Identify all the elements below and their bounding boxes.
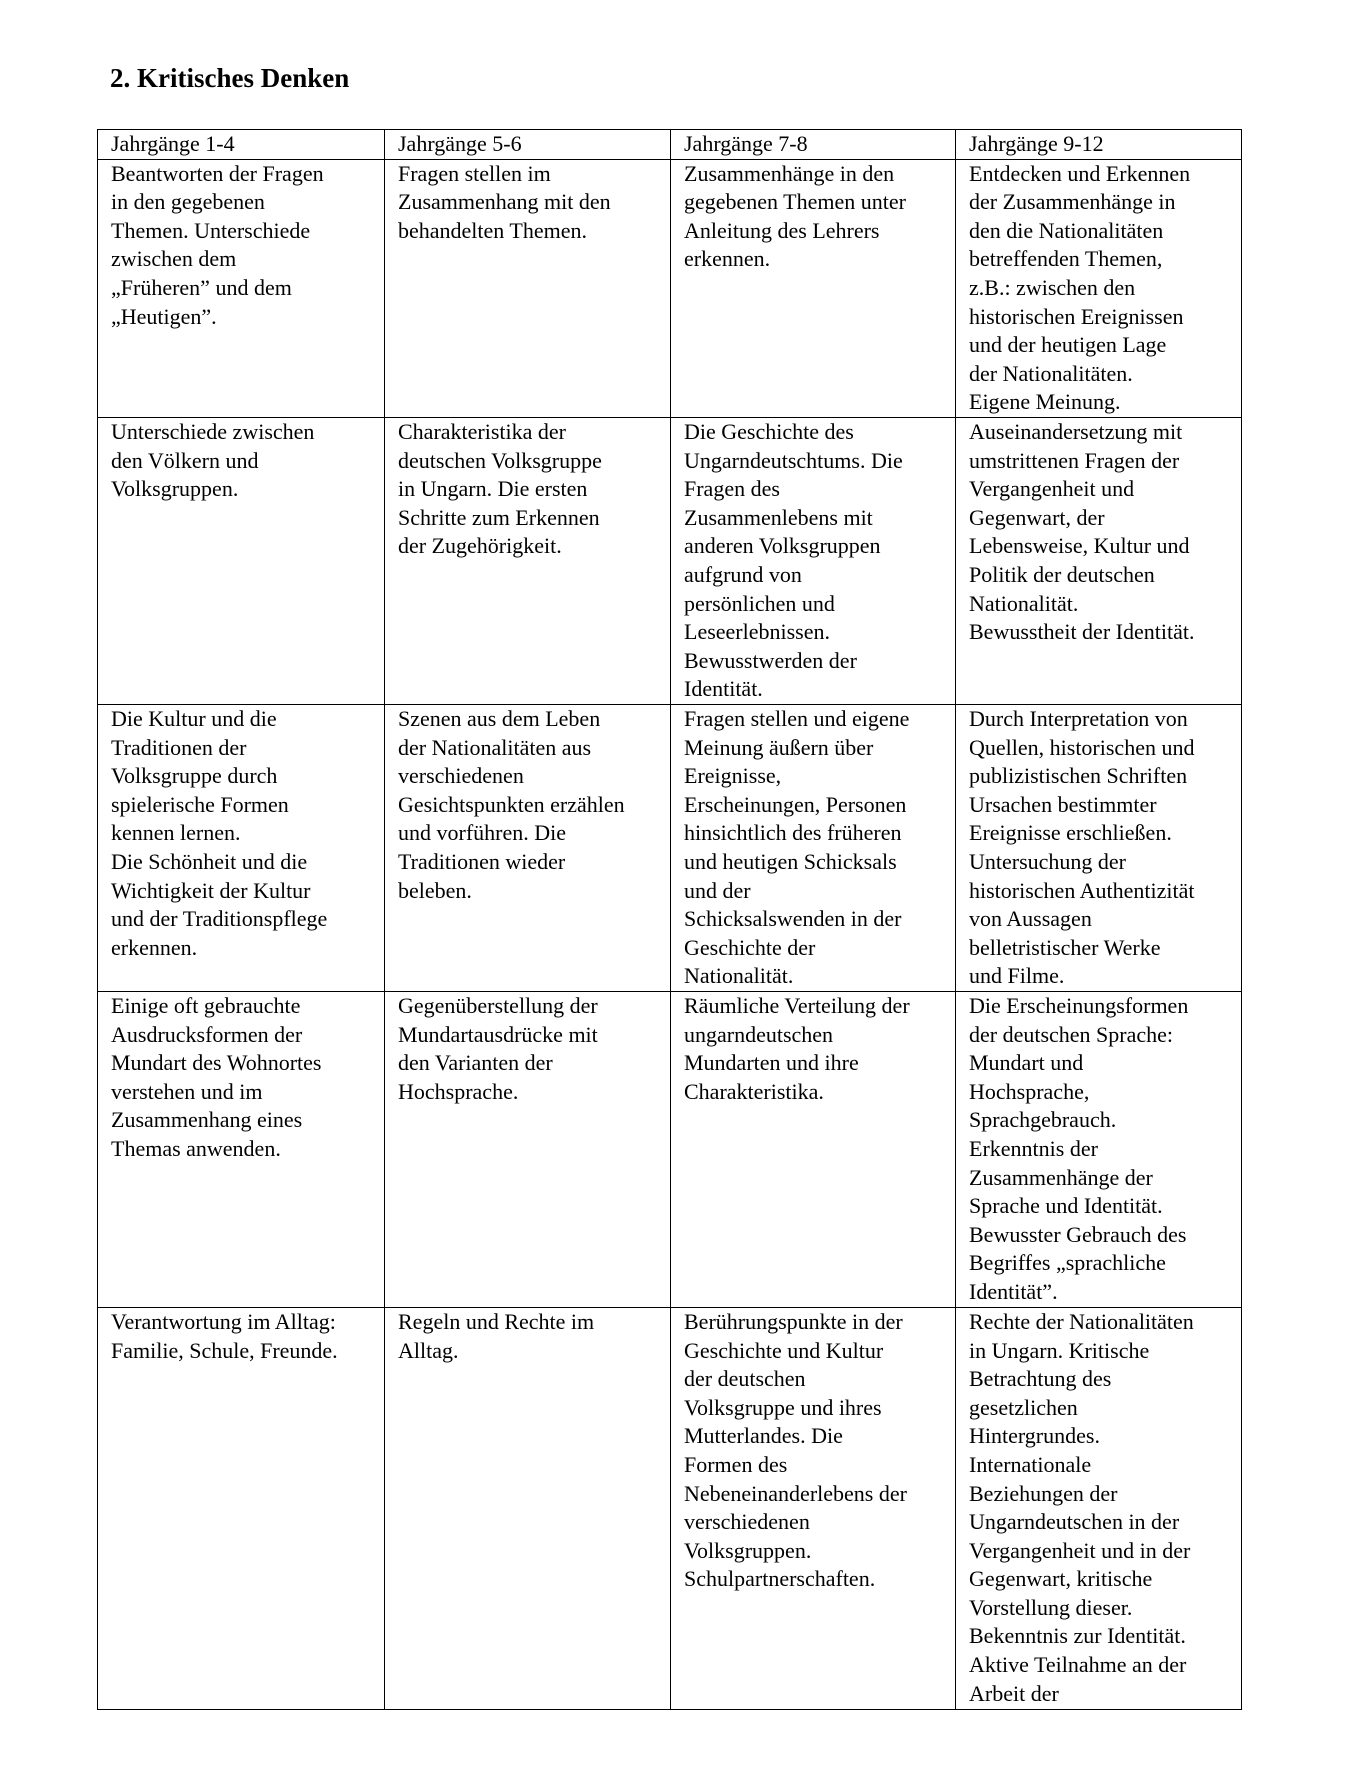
table-header-row: [98, 130, 1242, 160]
table-cell: Zusammenhänge in den gegebenen Themen unter Anleitung des Lehrers erkennen.: [671, 159, 956, 417]
table-cell: Charakteristika der deutschen Volksgruppe in Ungarn. Die ersten Schritte zum Erkennen der Zugehörigkeit.: [385, 417, 671, 704]
table-cell: Entdecken und Erkennen der Zusammenhänge in den die Nationalitäten betreffenden Themen, z.B.: zwischen den historischen Ereignissen und der heutigen Lage der Nationalitäten. Eigene Meinung.: [956, 159, 1242, 417]
table-cell: Verantwortung im Alltag: Familie, Schule, Freunde.: [98, 1307, 385, 1709]
table-cell: Regeln und Rechte im Alltag.: [385, 1307, 671, 1709]
table-cell: Fragen stellen im Zusammenhang mit den behandelten Themen.: [385, 159, 671, 417]
table-cell: Einige oft gebrauchte Ausdrucksformen der Mundart des Wohnortes verstehen und im Zusammenhang eines Themas anwenden.: [98, 991, 385, 1307]
table-cell: Gegenüberstellung der Mundartausdrücke mit den Varianten der Hochsprache.: [385, 991, 671, 1307]
column-header-grades-7-8: Jahrgänge 7-8: [671, 130, 956, 160]
table-row: [98, 159, 1242, 417]
curriculum-table: [97, 129, 1242, 1710]
table-cell: Die Geschichte des Ungarndeutschtums. Die Fragen des Zusammenlebens mit anderen Volksgruppen aufgrund von persönlichen und Leseerlebnissen. Bewusstwerden der Identität.: [671, 417, 956, 704]
page-title: 2. Kritisches Denken: [110, 63, 350, 93]
table-row: [98, 417, 1242, 704]
column-header-grades-1-4: Jahrgänge 1-4: [98, 130, 385, 160]
table-cell: Die Erscheinungsformen der deutschen Sprache: Mundart und Hochsprache, Sprachgebrauch. Erkenntnis der Zusammenhänge der Sprache und Identität. Bewusster Gebrauch des Begriffes „sprachliche Identität”.: [956, 991, 1242, 1307]
column-header-grades-5-6: Jahrgänge 5-6: [385, 130, 671, 160]
table-row: [98, 991, 1242, 1307]
table-row: [98, 704, 1242, 991]
table-cell: Beantworten der Fragen in den gegebenen Themen. Unterschiede zwischen dem „Früheren” und dem „Heutigen”.: [98, 159, 385, 417]
table-row: [98, 1307, 1242, 1709]
table-cell: Die Kultur und die Traditionen der Volksgruppe durch spielerische Formen kennen lernen. Die Schönheit und die Wichtigkeit der Kultur und der Traditionspflege erkennen.: [98, 704, 385, 991]
table-cell: Fragen stellen und eigene Meinung äußern über Ereignisse, Erscheinungen, Personen hinsichtlich des früheren und heutigen Schicksals und der Schicksalswenden in der Geschichte der Nationalität.: [671, 704, 956, 991]
table-cell: Auseinandersetzung mit umstrittenen Fragen der Vergangenheit und Gegenwart, der Lebensweise, Kultur und Politik der deutschen Nationalität. Bewusstheit der Identität.: [956, 417, 1242, 704]
table-cell: Räumliche Verteilung der ungarndeutschen Mundarten und ihre Charakteristika.: [671, 991, 956, 1307]
table-cell: Durch Interpretation von Quellen, historischen und publizistischen Schriften Ursachen bestimmter Ereignisse erschließen. Untersuchung der historischen Authentizität von Aussagen belletristischer Werke und Filme.: [956, 704, 1242, 991]
column-header-grades-9-12: Jahrgänge 9-12: [956, 130, 1242, 160]
table-cell: Szenen aus dem Leben der Nationalitäten aus verschiedenen Gesichtspunkten erzählen und vorführen. Die Traditionen wieder beleben.: [385, 704, 671, 991]
table-cell: Rechte der Nationalitäten in Ungarn. Kritische Betrachtung des gesetzlichen Hintergrundes. Internationale Beziehungen der Ungarndeutschen in der Vergangenheit und in der Gegenwart, kritische Vorstellung dieser. Bekenntnis zur Identität. Aktive Teilnahme an der Arbeit der: [956, 1307, 1242, 1709]
table-cell: Unterschiede zwischen den Völkern und Volksgruppen.: [98, 417, 385, 704]
table-cell: Berührungspunkte in der Geschichte und Kultur der deutschen Volksgruppe und ihres Mutterlandes. Die Formen des Nebeneinanderlebens der verschiedenen Volksgruppen. Schulpartnerschaften.: [671, 1307, 956, 1709]
